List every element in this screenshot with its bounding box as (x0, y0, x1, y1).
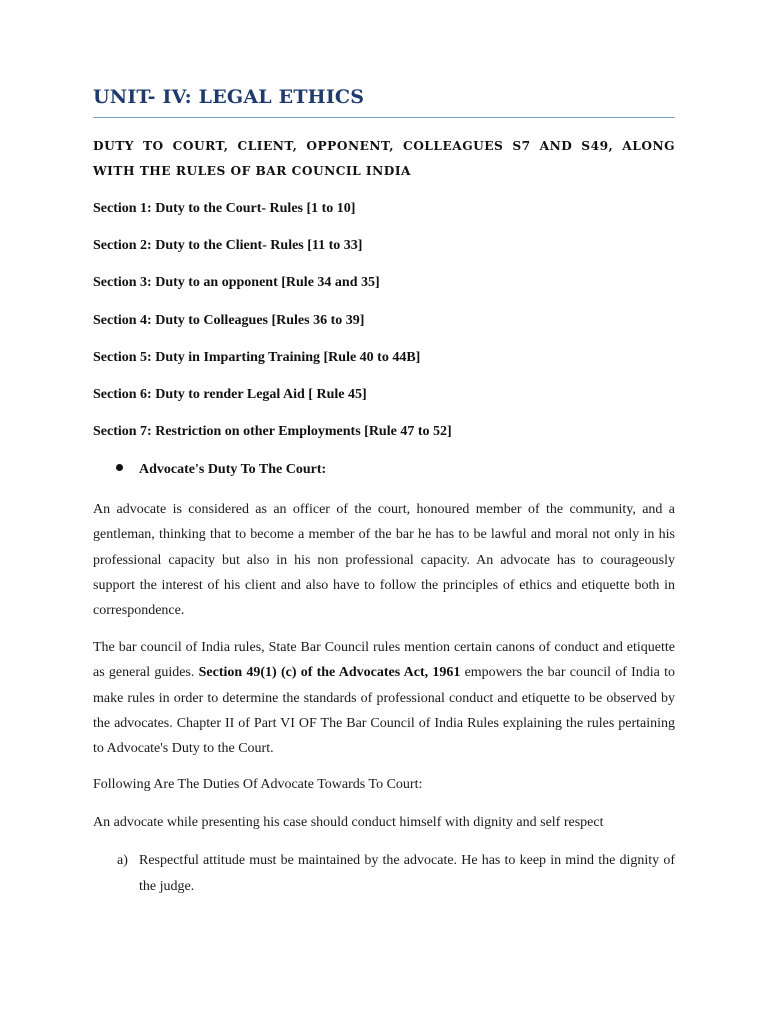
section-line-7: Section 7: Restriction on other Employments [Rule 47 to 52] (93, 424, 452, 439)
paragraph-text-end: empowers the bar council of India to make rules in order to determine the standards of professional conduct and etiquette to be observed by the advocates. Chapter II of Part VI OF The Bar Council of India Rules explaining the rules pertaining to Advocate's Duty to the Court. (93, 665, 675, 757)
document-subtitle: DUTY TO COURT, CLIENT, OPPONENT, COLLEAGUES S7 AND S49, ALONG WITH THE RULES OF BAR COUNCIL INDIA (93, 139, 675, 178)
paragraph-officer-of-court: An advocate is considered as an officer of the court, honoured member of the community, and a gentleman, thinking that to become a member of the bar he has to be lawful and moral not only in his professional capacity but also in his non professional capacity. An advocate has to courageously support the interest of his client and also have to follow the principles of ethics and etiquette both in correspondence. (93, 502, 675, 619)
list-marker: a) (117, 853, 128, 868)
section-line-3: Section 3: Duty to an opponent [Rule 34 and 35] (93, 275, 380, 290)
advocates-act-reference: Section 49(1) (c) of the Advocates Act, 1961 (198, 665, 461, 681)
section-line-4: Section 4: Duty to Colleagues [Rules 36 to 39] (93, 313, 365, 328)
bullet-dot-icon (116, 464, 123, 471)
paragraph-duties-intro: Following Are The Duties Of Advocate Towards To Court: (93, 777, 423, 792)
list-item-text: Respectful attitude must be maintained by the advocate. He has to keep in mind the dignity of the judge. (139, 853, 675, 894)
paragraph-dignity: An advocate while presenting his case should conduct himself with dignity and self respect (93, 815, 604, 830)
section-line-1: Section 1: Duty to the Court- Rules [1 to 10] (93, 201, 356, 216)
paragraph-text-start: The bar council of India rules, State Bar Council rules mention certain canons of conduct and etiquette as general guides. (93, 640, 675, 681)
bullet-heading-row (116, 460, 326, 480)
bullet-heading: Advocate's Duty To The Court: (139, 462, 327, 477)
paragraph-bar-council-rules (93, 635, 675, 761)
unit-title: UNIT- IV: LEGAL ETHICS (93, 86, 365, 108)
title-divider (93, 117, 675, 118)
section-line-5: Section 5: Duty in Imparting Training [Rule 40 to 44B] (93, 350, 421, 365)
section-line-6: Section 6: Duty to render Legal Aid [ Rule 45] (93, 387, 367, 402)
section-line-2: Section 2: Duty to the Client- Rules [11 to 33] (93, 238, 363, 253)
list-item (117, 848, 675, 900)
